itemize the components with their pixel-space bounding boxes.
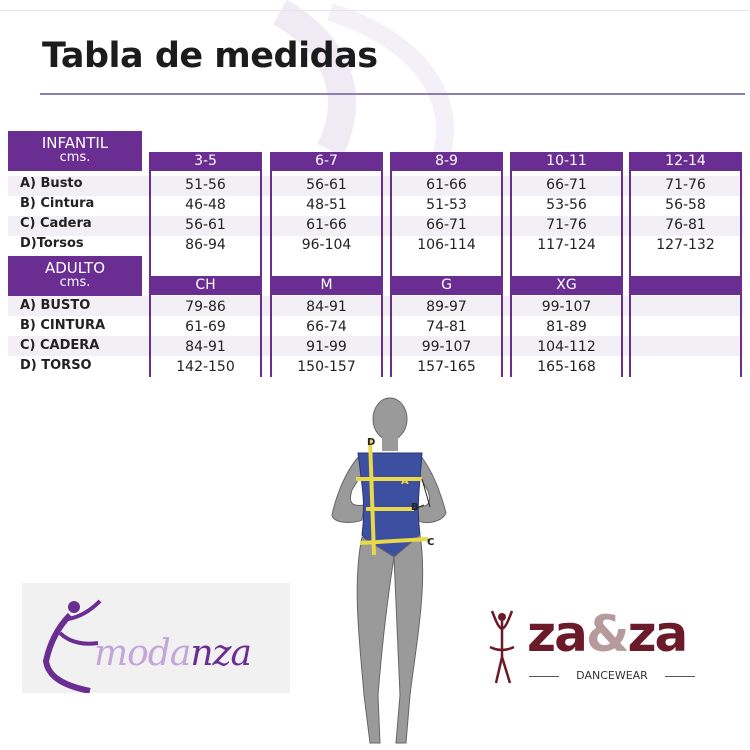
infantil-header	[8, 131, 142, 171]
adulto-cell: 142-150	[176, 359, 235, 375]
infantil-cell: 66-71	[546, 177, 587, 193]
infantil-cell: 76-81	[665, 217, 706, 233]
label-b: B	[411, 502, 419, 513]
adulto-unit: cms.	[59, 275, 91, 290]
zaza-logo	[482, 605, 702, 690]
label-c: C	[427, 537, 435, 548]
zaza-text-2: za	[627, 605, 687, 663]
top-divider	[0, 10, 750, 11]
adulto-cell: 81-89	[546, 319, 587, 335]
adulto-size-header: CH	[149, 276, 262, 295]
infantil-cell: 56-61	[306, 177, 347, 193]
adulto-cell: 165-168	[537, 359, 596, 375]
modanza-logo	[22, 583, 290, 693]
title-underline	[40, 93, 745, 95]
infantil-cell: 71-76	[665, 177, 706, 193]
infantil-row-label: C) Cadera	[20, 216, 92, 231]
adulto-cell: 84-91	[306, 299, 347, 315]
infantil-cell: 71-76	[546, 217, 587, 233]
adulto-cell: 66-74	[306, 319, 347, 335]
adulto-cell: 61-69	[185, 319, 226, 335]
adulto-row-label: D) TORSO	[20, 358, 92, 373]
adulto-cell: 74-81	[426, 319, 467, 335]
adulto-label: ADULTO	[44, 259, 106, 277]
adulto-header	[8, 256, 142, 296]
infantil-label: INFANTIL	[41, 134, 109, 152]
adulto-cell: 150-157	[297, 359, 356, 375]
adulto-cell: 104-112	[537, 339, 596, 355]
modanza-text-2: nza	[190, 633, 251, 674]
infantil-cell: 127-132	[656, 237, 715, 253]
infantil-cell: 51-56	[185, 177, 226, 193]
infantil-size-header: 12-14	[629, 152, 742, 171]
zaza-text-1: za	[527, 605, 586, 663]
infantil-cell: 86-94	[185, 237, 226, 253]
infantil-size-header: 3-5	[149, 152, 262, 171]
label-a: A	[401, 476, 409, 487]
adulto-row-label: A) BUSTO	[20, 298, 91, 313]
adulto-cell: 84-91	[185, 339, 226, 355]
modanza-text-1: moda	[94, 633, 191, 674]
infantil-cell: 61-66	[306, 217, 347, 233]
infantil-cell: 61-66	[426, 177, 467, 193]
infantil-cell: 66-71	[426, 217, 467, 233]
adulto-size-header: XG	[510, 276, 623, 295]
adulto-size-header: M	[270, 276, 383, 295]
adulto-cell: 79-86	[185, 299, 226, 315]
infantil-cell: 96-104	[301, 237, 352, 253]
zaza-amp: &	[585, 605, 628, 663]
infantil-cell: 106-114	[417, 237, 476, 253]
adulto-cell: 91-99	[306, 339, 347, 355]
infantil-row-label: D)Torsos	[20, 236, 84, 251]
label-d: D	[367, 437, 376, 448]
infantil-cell: 53-56	[546, 197, 587, 213]
infantil-size-header: 6-7	[270, 152, 383, 171]
ballerina-icon	[482, 607, 522, 687]
infantil-cell: 51-53	[426, 197, 467, 213]
infantil-size-header: 10-11	[510, 152, 623, 171]
infantil-cell: 48-51	[306, 197, 347, 213]
infantil-cell: 56-61	[185, 217, 226, 233]
zaza-subtitle: DANCEWEAR	[527, 669, 697, 682]
infantil-cell: 46-48	[185, 197, 226, 213]
page-title: Tabla de medidas	[42, 36, 378, 76]
adulto-cell: 99-107	[541, 299, 592, 315]
infantil-size-header: 8-9	[390, 152, 503, 171]
adulto-empty-header	[629, 276, 742, 295]
adulto-cell: 89-97	[426, 299, 467, 315]
adulto-size-header: G	[390, 276, 503, 295]
infantil-unit: cms.	[59, 150, 91, 165]
infantil-row-label: A) Busto	[20, 176, 83, 191]
infantil-cell: 56-58	[665, 197, 706, 213]
infantil-row-label: B) Cintura	[20, 196, 95, 211]
body-figure	[312, 395, 452, 750]
adulto-row-label: C) CADERA	[20, 338, 100, 353]
adulto-row-label: B) CINTURA	[20, 318, 106, 333]
adulto-cell: 157-165	[417, 359, 476, 375]
adulto-cell: 99-107	[421, 339, 472, 355]
infantil-cell: 117-124	[537, 237, 596, 253]
